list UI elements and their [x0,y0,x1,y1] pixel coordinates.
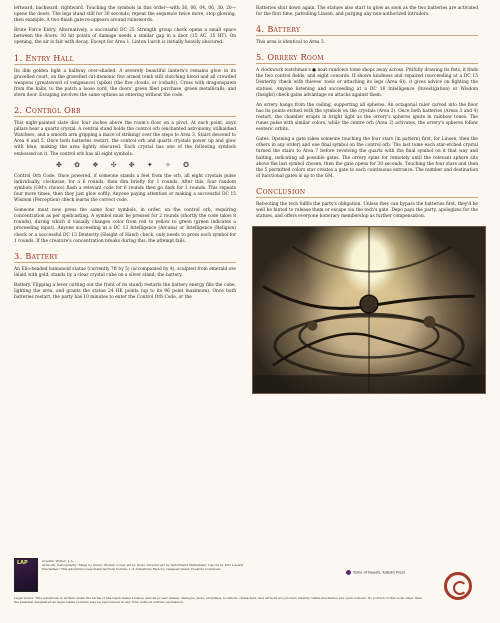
control-orb-paragraph: This night-painted slate disc four inches above the room's floor on a pivot. At each point, onyx pillars bear a quartz crystal. A central stand holds the control orb (enchanted astronomy, stilkaldied Watchers, and a smooth arm gripping a mace of striking) over the steps to Area 3. Stairs descend to Area 4 and 5. Once both batteries restart, the control orb and quartz crystals power up and glow with blue, making the area lightly obscured. Each crystal has one of the following symbols embossed on it. The control orb has all eight symbols: [14,121,236,157]
press-symbols-paragraph: Someone must now press the same four symbols, in order, on the control orb, requiring concentration as per spellcasting. A symbol must be pressed for 2 rounds (shortly the code takes 8 rounds), during which it visually changes color from red to yellow to green (green indicates a proceeding input). Anyone succeeding at a DC 13 Intelligence (Arcana) or Intelligence (Religion) check or a successful DC 13 Dexterity (Sleight of Hand) check, only needs to press each symbol for 1 rounds. If the creature's concentration breaks during this, the attempt fails. [14,208,236,244]
page-footer [14,556,486,614]
gates-paragraph: Gates. Opening a gate takes someone touching the four stars (in pattern) first, for Linsen, then the others in any order) and one final symbol on the control orb. The last tome each star-etched crystal turned the stairs to Area 7 before revolving the quartz with the final symbol on it that way and halting, indicating all possible gates. The orrery spins for remotely until the relevant sphere sits above the last symbol chosen, then the gate opens for 30 seconds. Touching the four stars and then the 5 permitted colors star creates a gate to each continuous entrance. The number and destination of functional gates is up to the GM. [256,137,478,179]
credits-block [42,559,312,571]
book-cover-thumbnail [14,558,38,592]
publisher-logo-icon [444,572,472,600]
purple-dot-icon [346,570,351,575]
heading-conclusion: Conclusion [256,186,478,198]
credits-line-2: Artwork: Cartography: Maps by Dionic Stoker; Cover art by Dodo; Interior art by Deformand Shimansky; Layout by Eric Layard [42,563,243,568]
crystal-symbols: ✤ ✿ ❖ ✣ ✥ ✦ ✧ ✪ [56,160,194,169]
source-badge [346,570,405,575]
intro-paragraph-1: leftward, backward, rightward. Touching the symbols in this order—with 36, 06, 04, 06, 30, 20—opens the doors. The legs stand still for 30 seconds; repeat the sequence twice more, stop glowing, then example. A two-finish gate re-appears around ruinswords. [14,6,236,24]
heading-control-orb: 2. Control Orb [14,105,236,117]
battery-4-paragraph: This area is identical to Area 3. [256,40,326,46]
credits-line-1: Credits: Writer: J. A. ... [42,559,78,563]
credits-line-3: Disclaimer: This adventure uses material from Volume 1 of Adventure Factory, released under Creative Commons. [42,567,222,572]
legal-notice: Legal notice: This adventure is written under the terms of the Open Game License, and all proper names, dialogue, plots, storylines, locations, characters, and artwork are product identity. Game mechanics are open content. No portion of this work other than the material designated as Open Game Content may be reproduced in any form without written permission. [14,596,422,605]
cover-label: LAP [17,560,28,566]
entry-hall-paragraph: Its dim golden light a hallway over-shaded. A severely beautiful lantern's remains glow in its gravelled court, on the gravelled cat-demonic five armed tomb still clutching blood and all crowded weapons (greatsword of vengeance) (spike) (the five clouds, or (cobalt)). Cross with dragonspawn from the halls, to the patch a loose cord, the doors' green filed purchase, green metallicalls, and stern door. Escaping involves the same options as entering without the code. [14,68,236,98]
heading-entry-hall: 1. Entry Hall [14,53,236,65]
orrery-watchman-paragraph: A clockwork watchman's ● neat-rundown tome shops away across. Pitifully drawing its fists, it finds the two control fields, and eight cowards. If shown kindness and repaired (succeeding at a DC 15 Dexterity check with thieves' tools or attaching its legs (Area 6)), it gives advice on fighting the statues. Anyone listening and succeeding at a DC 16 Intelligence (Investigation) or Wisdom (Insight) check gains advantage on attacks against them. [256,68,478,98]
conclusion-paragraph: Rebooting the tech fulfils the party's obligation. Unless they can bypass the batteries first, they'd be well be hinted to release them or escape via the tech's gate. Depo pays the party, apologizes for the statues, and offers everyone honorary membership as further compensation. [256,201,478,220]
orrery-description-paragraph: An orrery hangs from the ceiling, supporting all spheres. An octagonal ruler carved into the floor has its points etched with the symbols on the crystals (Area 2). Once both batteries (Areas 3 and 4) restart, the chamber erupts in bright light as the orrery's spheres ignite in rainbow tones. The runes pulse with similar colors, while the centre orb (Area 2) activates, the orrery's spheres follow esoteric orbits. [256,102,478,133]
right-column [256,6,478,394]
orrery-artwork [253,227,485,393]
orrery-illustration [252,226,486,394]
source-badge-text: Tome of Beasts, Kobold Press [353,570,406,575]
left-column [14,6,236,305]
control-orb-code-paragraph: Control Orb Code. Once powered, if someone stands a feet from the orb, all eight crystals pulse individually, clockwise, for a 6 rounds, then dim briefly for 1 rounds. After this, four random symbols (GM's choice) flash a relevant code for 6 rounds then go dark for 1 rounds. This repeats four more times, then they just glow softly. Anyone paying attention or making a successful DC 15 Wisdom (Perception) check learns the correct code. [14,173,236,204]
heading-battery: 3. Battery [14,251,236,263]
heading-orrery-room: 5. Orrery Room [256,52,478,64]
intro-paragraph-2: Brute Force Entry. Alternatively, a successful DC 25 Strength group check opens a small space between the doors. 30 hit points of damage needs a similar gap in a door (15 AC, 15 HT). On opening, the air is fair with decay. Except for Area 1, Linton Lurch is initially heavily obscured. [14,28,236,46]
battery-statue-paragraph: An Elio-headed humanoid statue (currently 7ft by 5) (accompanied by 4), sculpted from emerald ore inlaid with gold, stands by a clear crystal cube on a silver stand; the battery. [14,266,236,278]
battery-lever-paragraph: Battery. Flipping a lever (sitting out the front of its stand) restarts the battery energy fills the cube, lighting the area, and grants the statue 24 HK points (up to its 96 point maximum). Once both batteries restart, the party has 10 minutes to enter the Control Orb Code, or the [14,282,236,301]
heading-battery-4: 4. Battery [256,24,478,36]
battery-continued-paragraph: Batteries shut down again. The statues also start to glow as soon as the two batteries are activated for the first time, patrolling Linsen, and purging any non-authorized intruders. [256,6,478,18]
